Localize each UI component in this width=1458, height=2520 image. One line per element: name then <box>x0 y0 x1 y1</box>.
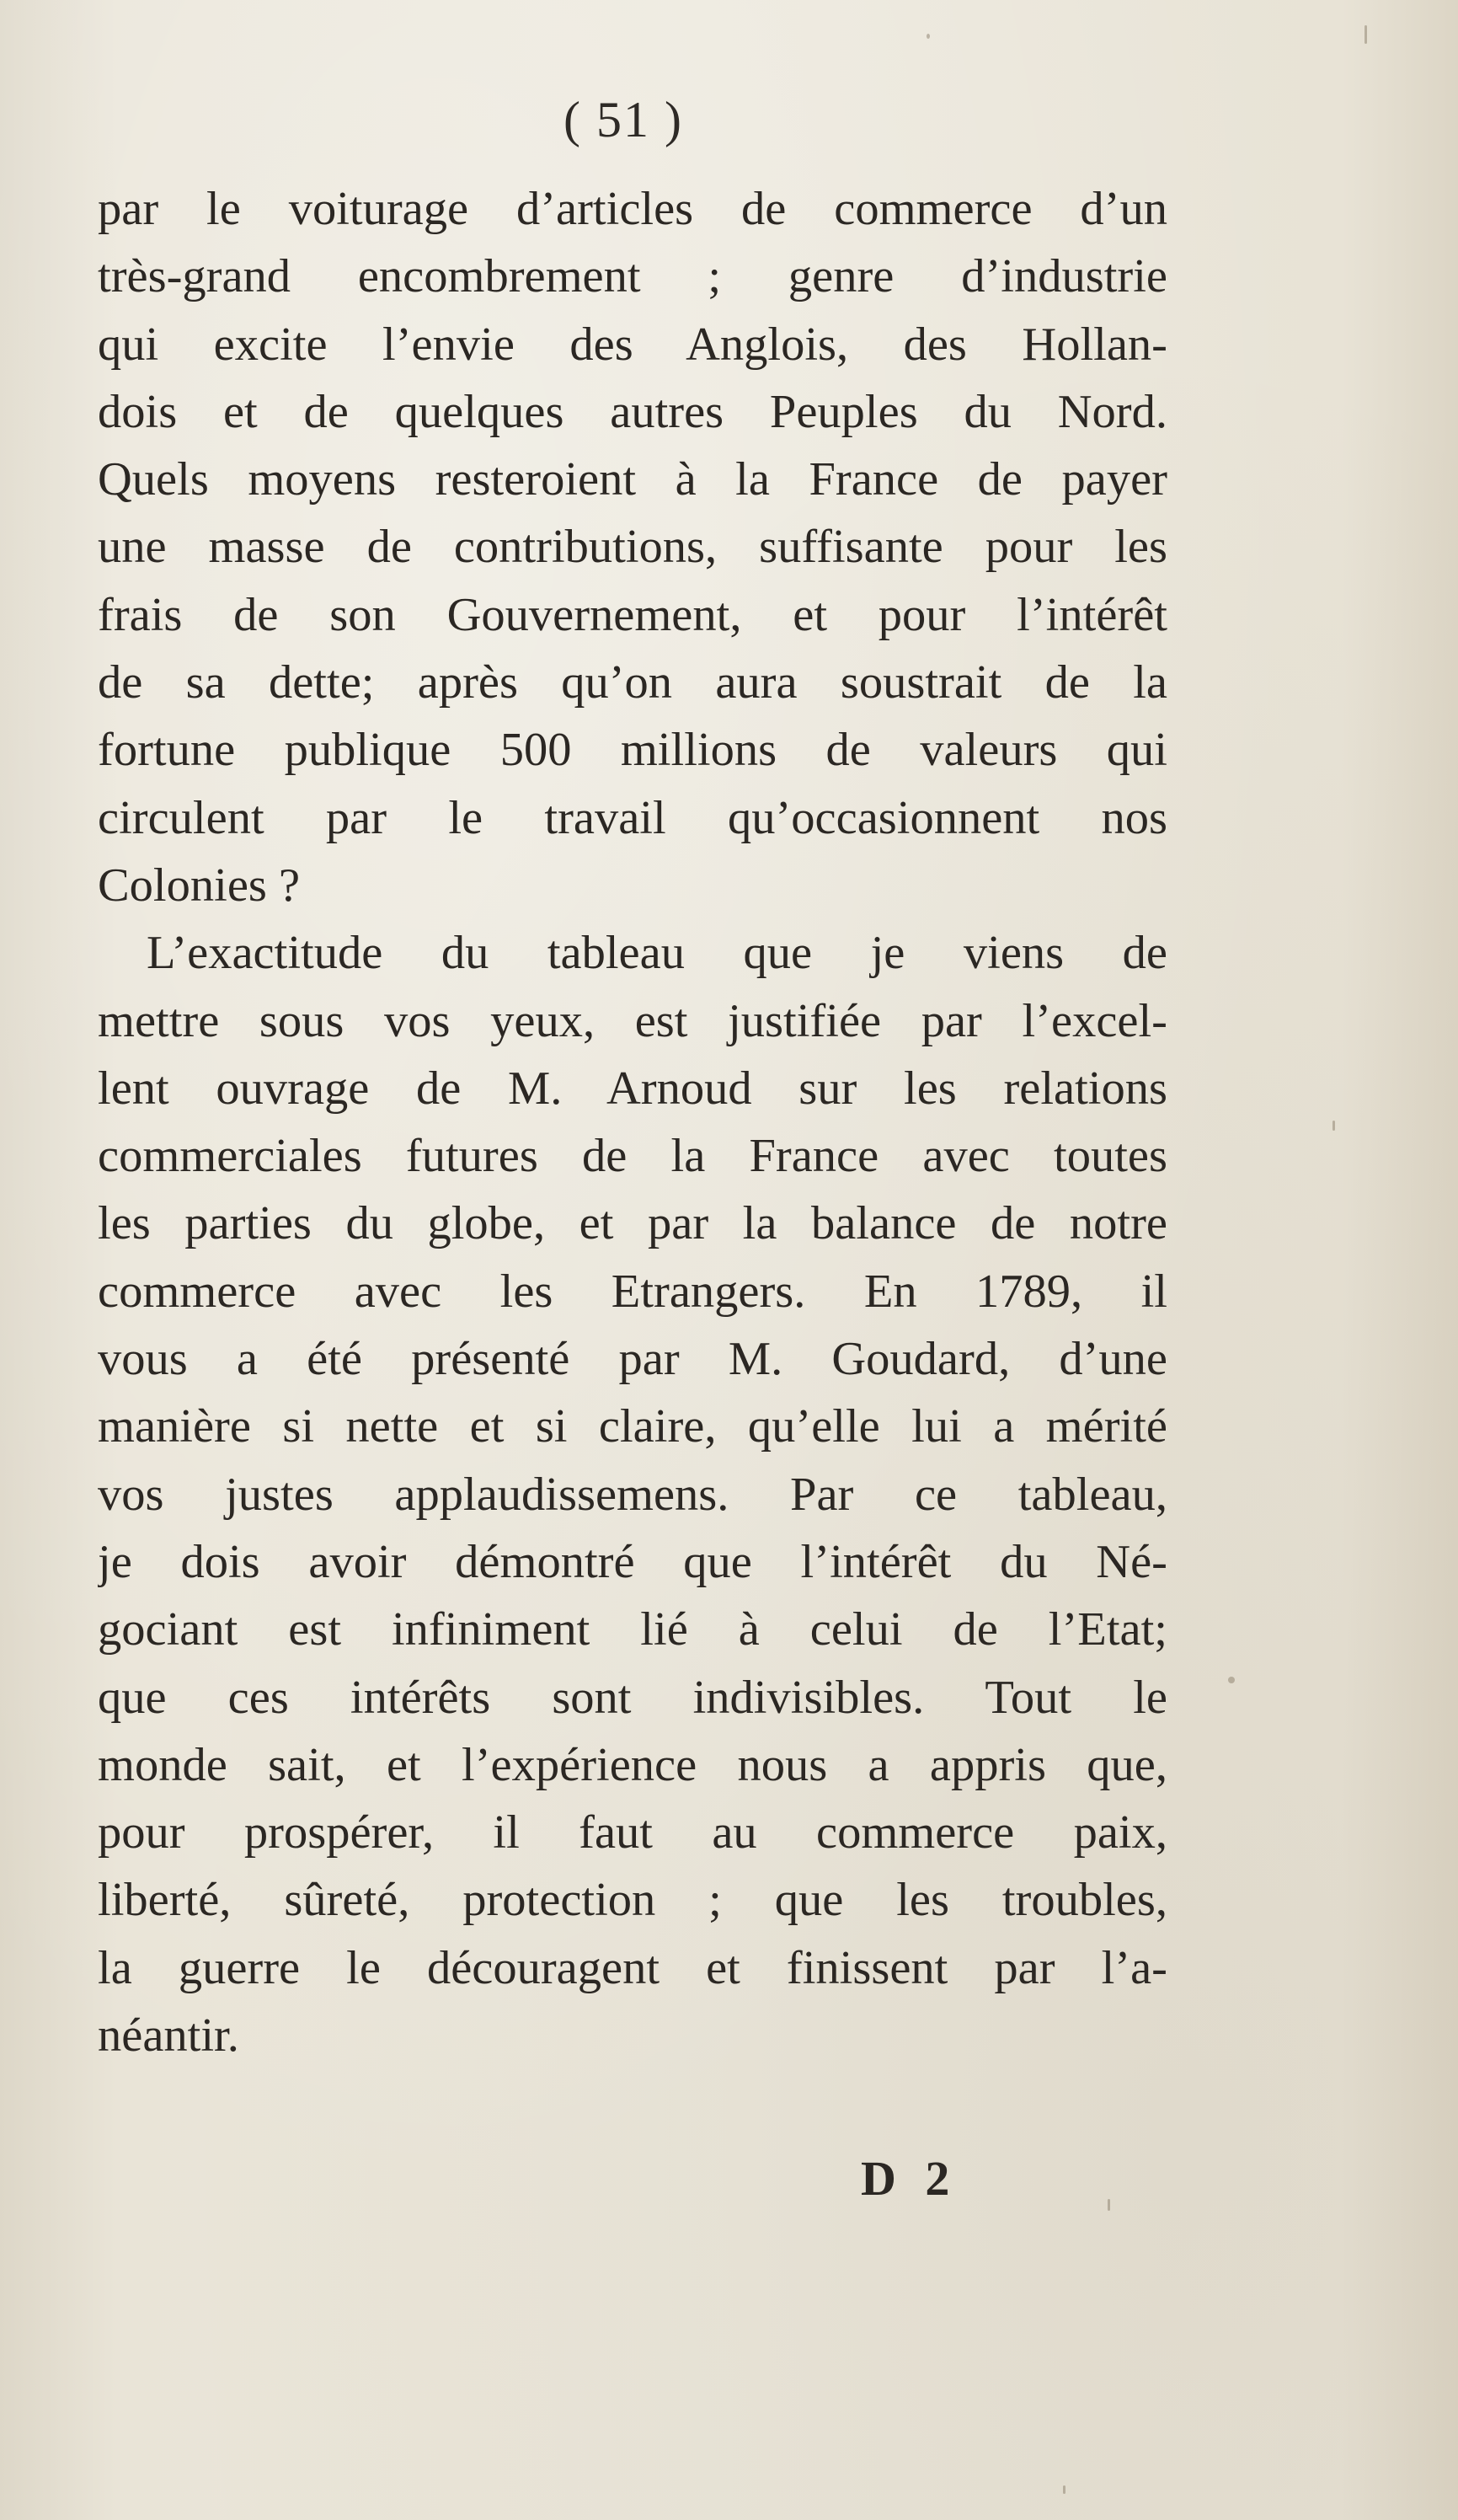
text-line: par le voiturage d’articles de commerce d’un <box>98 183 1167 235</box>
text-line: gociant est infiniment lié à celui de l’Etat; <box>98 1603 1167 1656</box>
paper-speck <box>1228 1677 1235 1683</box>
text-line: que ces intérêts sont indivisibles. Tout le <box>98 1671 1167 1724</box>
paper-speck <box>1108 2199 1110 2211</box>
paper-speck <box>927 34 930 39</box>
text-line: lent ouvrage de M. Arnoud sur les relations <box>98 1062 1167 1115</box>
text-line: circulent par le travail qu’occasionnent nos <box>98 791 1167 844</box>
signature-mark: D 2 <box>861 2151 959 2206</box>
text-line: pour prospérer, il faut au commerce paix, <box>98 1806 1167 1859</box>
paper-speck <box>1063 2485 1065 2494</box>
text-line: de sa dette; après qu’on aura soustrait de la <box>98 656 1167 709</box>
text-line: néantir. <box>98 2009 239 2063</box>
text-line: L’exactitude du tableau que je viens de <box>147 927 1167 980</box>
text-line: Quels moyens resteroient à la France de payer <box>98 453 1167 506</box>
text-line: liberté, sûreté, protection ; que les troubles, <box>98 1874 1167 1927</box>
text-line: mettre sous vos yeux, est justifiée par l’excel- <box>98 994 1167 1047</box>
text-line: frais de son Gouvernement, et pour l’intérêt <box>98 588 1167 641</box>
page-number: ( 51 ) <box>563 92 683 147</box>
text-line: une masse de contributions, suffisante pour les <box>98 521 1167 574</box>
paper-speck <box>1365 25 1367 44</box>
paragraph-2 <box>98 919 1167 2069</box>
paper-speck <box>1332 1121 1335 1131</box>
paragraph-1 <box>98 175 1167 919</box>
text-line: Colonies ? <box>98 859 301 912</box>
text-line: monde sait, et l’expérience nous a appris que, <box>98 1738 1167 1791</box>
text-line: je dois avoir démontré que l’intérêt du Né- <box>98 1535 1167 1588</box>
body-text <box>98 175 1167 2069</box>
text-line: vous a été présenté par M. Goudard, d’une <box>98 1333 1167 1386</box>
text-line: dois et de quelques autres Peuples du Nord. <box>98 385 1167 438</box>
text-line: commerce avec les Etrangers. En 1789, il <box>98 1265 1167 1318</box>
text-line: commerciales futures de la France avec toutes <box>98 1130 1167 1183</box>
text-line: manière si nette et si claire, qu’elle lui a mérité <box>98 1400 1167 1453</box>
text-line: les parties du globe, et par la balance de notre <box>98 1197 1167 1250</box>
text-line: qui excite l’envie des Anglois, des Hollan- <box>98 318 1167 371</box>
text-line: vos justes applaudissemens. Par ce tableau, <box>98 1468 1167 1521</box>
text-line: très-grand encombrement ; genre d’industrie <box>98 250 1167 303</box>
text-line: la guerre le découragent et finissent par l’a- <box>98 1941 1167 1994</box>
text-line: fortune publique 500 millions de valeurs qui <box>98 724 1167 777</box>
